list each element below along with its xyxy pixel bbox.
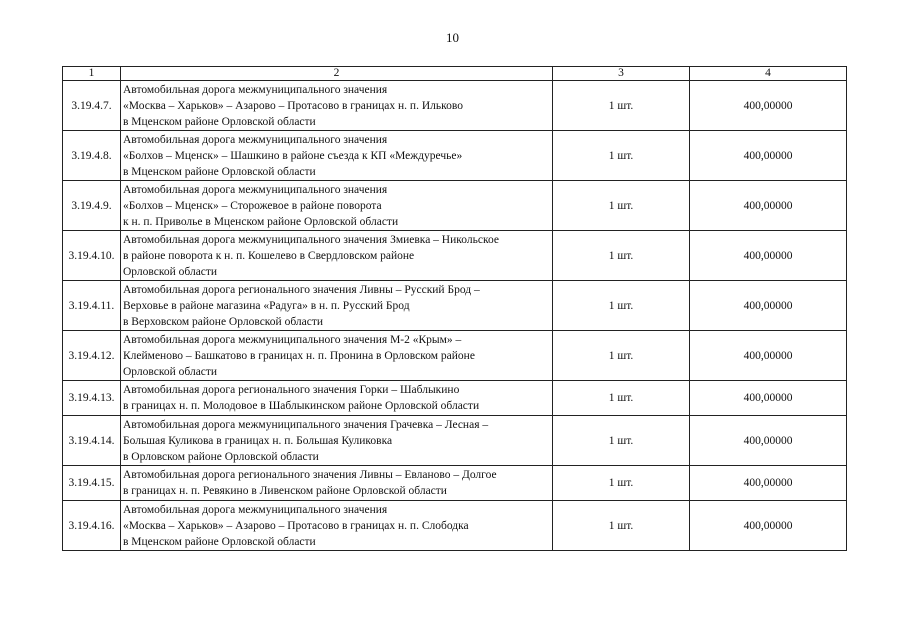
road-description-line: Автомобильная дорога межмуниципального значения Грачевка – Лесная – [123,418,489,431]
quantity: 1 шт. [553,466,690,501]
quantity: 1 шт. [553,416,690,466]
road-description-line: в границах н. п. Ревякино в Ливенском районе Орловской области [123,485,447,497]
row-number: 3.19.4.15. [63,466,121,501]
table-row [63,231,847,281]
column-header-3: 3 [553,67,690,81]
road-description [121,501,553,551]
road-description-line: Автомобильная дорога межмуниципального значения [123,133,388,146]
amount-value: 400,00000 [690,331,847,381]
road-description [121,281,553,331]
road-description-line: в Мценском районе Орловской области [123,165,316,178]
road-description-line: Автомобильная дорога регионального значения Горки – Шаблыкино [123,384,460,396]
page-number: 10 [446,30,459,45]
table-row [63,501,847,551]
road-description-line: Большая Куликова в границах н. п. Большая Куликовка [123,434,393,447]
row-number: 3.19.4.14. [63,416,121,466]
row-number: 3.19.4.13. [63,381,121,416]
road-description-line: в Верховском районе Орловской области [123,315,324,328]
row-number: 3.19.4.10. [63,231,121,281]
column-header-1: 1 [63,67,121,81]
road-description-line: Орловской области [123,265,218,278]
row-number: 3.19.4.12. [63,331,121,381]
quantity: 1 шт. [553,501,690,551]
amount-value: 400,00000 [690,501,847,551]
road-description-line: «Москва – Харьков» – Азарово – Протасово в границах н. п. Слободка [123,519,469,532]
road-description [121,181,553,231]
table-row [63,416,847,466]
road-description-line: Орловской области [123,365,218,378]
table-row [63,281,847,331]
road-description-line: к н. п. Приволье в Мценском районе Орловской области [123,215,399,228]
road-description-line: в Мценском районе Орловской области [123,535,316,548]
road-description-line: в Мценском районе Орловской области [123,115,316,128]
quantity: 1 шт. [553,81,690,131]
quantity: 1 шт. [553,281,690,331]
table-row [63,181,847,231]
road-description-line: «Болхов – Мценск» – Сторожевое в районе поворота [123,199,382,212]
road-description-line: Автомобильная дорога межмуниципального значения Змиевка – Никольское [123,233,499,246]
header-row [63,67,847,81]
row-number: 3.19.4.7. [63,81,121,131]
road-description-line: Автомобильная дорога межмуниципального значения [123,183,388,196]
table-row [63,81,847,131]
road-description [121,466,553,501]
road-description-line: «Москва – Харьков» – Азарово – Протасово в границах н. п. Ильково [123,99,463,112]
amount-value: 400,00000 [690,466,847,501]
road-description-line: Верховье в районе магазина «Радуга» в н. п. Русский Брод [123,299,410,312]
quantity: 1 шт. [553,231,690,281]
road-description-line: Автомобильная дорога межмуниципального значения М-2 «Крым» – [123,333,462,346]
road-description-line: Автомобильная дорога регионального значения Ливны – Русский Брод – [123,283,480,296]
road-description [121,231,553,281]
column-header-4: 4 [690,67,847,81]
table-row [63,381,847,416]
quantity: 1 шт. [553,381,690,416]
table-row [63,466,847,501]
amount-value: 400,00000 [690,416,847,466]
road-description-line: в границах н. п. Молодовое в Шаблыкинском районе Орловской области [123,400,480,412]
amount-value: 400,00000 [690,281,847,331]
row-number: 3.19.4.16. [63,501,121,551]
road-description [121,331,553,381]
road-description-line: в Орловском районе Орловской области [123,450,319,463]
row-number: 3.19.4.8. [63,131,121,181]
road-description-line: Автомобильная дорога регионального значения Ливны – Евланово – Долгое [123,469,497,481]
road-description-line: Автомобильная дорога межмуниципального значения [123,503,388,516]
amount-value: 400,00000 [690,181,847,231]
amount-value: 400,00000 [690,231,847,281]
row-number: 3.19.4.9. [63,181,121,231]
road-description [121,381,553,416]
road-description-line: в районе поворота к н. п. Кошелево в Свердловском районе [123,249,415,262]
road-description-line: Клейменово – Башкатово в границах н. п. Пронина в Орловском районе [123,349,475,362]
quantity: 1 шт. [553,181,690,231]
road-description [121,131,553,181]
table-row [63,331,847,381]
quantity: 1 шт. [553,131,690,181]
road-description [121,81,553,131]
amount-value: 400,00000 [690,81,847,131]
road-description-line: Автомобильная дорога межмуниципального значения [123,83,388,96]
column-header-2: 2 [121,67,553,81]
table-row [63,131,847,181]
road-description-line: «Болхов – Мценск» – Шашкино в районе съезда к КП «Междуречье» [123,149,463,162]
amount-value: 400,00000 [690,381,847,416]
row-number: 3.19.4.11. [63,281,121,331]
amount-value: 400,00000 [690,131,847,181]
road-description [121,416,553,466]
quantity: 1 шт. [553,331,690,381]
registry-table [62,66,847,551]
